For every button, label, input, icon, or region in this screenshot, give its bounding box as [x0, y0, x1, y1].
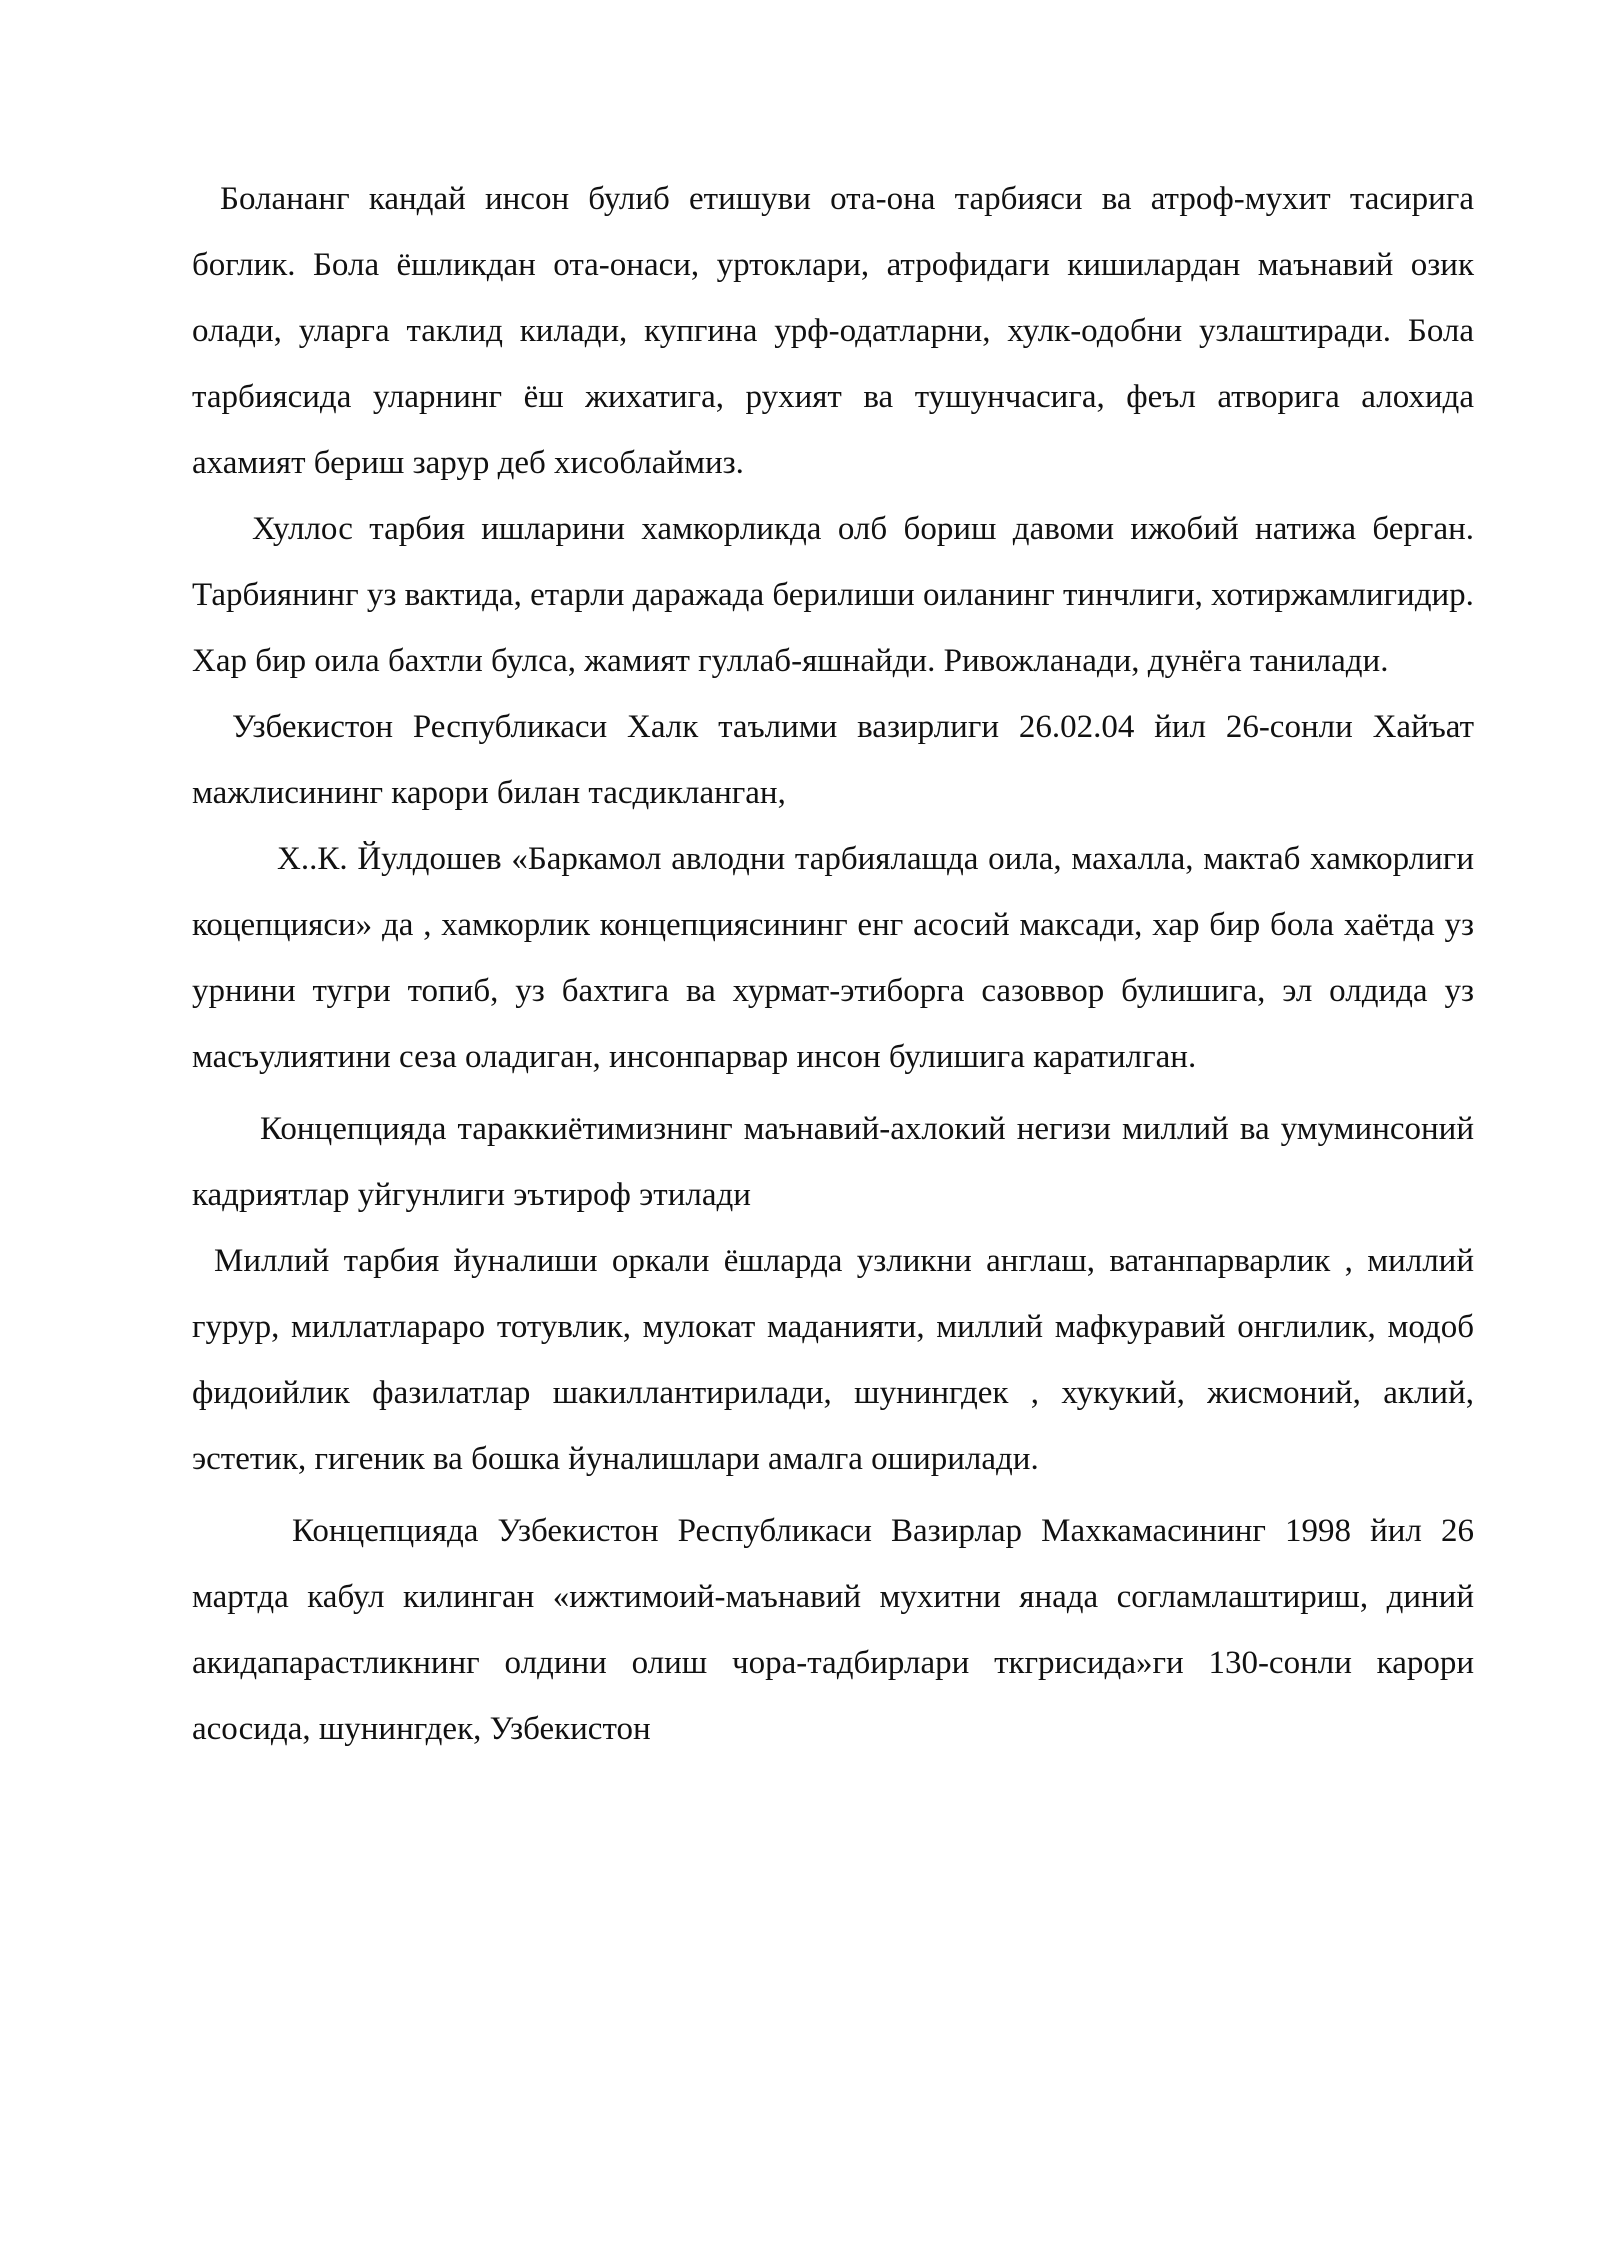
paragraph-1: Болананг кандай инсон булиб етишуви ота-она тарбияси ва атроф-мухит тасирига боглик. Бола ёшликдан ота-онаси, уртоклари, атрофидаги кишилардан маънавий озик олади, уларга таклид килади, купгина урф-одатларни, хулк-одобни узлаштиради. Бола тарбиясида уларнинг ёш жихатига, рухият ва тушунчасига, феъл атворига алохида ахамият бериш зарур деб хисоблаймиз. [192, 181, 1474, 481]
paragraph-2: Хуллос тарбия ишларини хамкорликда олб бориш давоми ижобий натижа берган. Тарбиянинг уз вактида, етарли даражада берилиши оиланинг тинчлиги, хотиржамлигидир. [192, 511, 1474, 613]
paragraph-8: Концепцияда Узбекистон Республикаси Вазирлар Махкамасининг 1998 йил 26 мартда кабул килинган «ижтимоий-маънавий мухитни янада согламлаштириш, диний акидапарастликнинг олдини олиш чора-тадбирлари ткгрисида»ги 130-сонли карори асосида, шунингдек, Узбекистон [192, 1513, 1474, 1747]
paragraph-6: Концепцияда тараккиётимизнинг маънавий-ахлокий негизи миллий ва умуминсоний кадриятлар уйгунлиги эътироф этилади [192, 1111, 1474, 1213]
paragraph-4: Узбекистон Республикаси Халк таълими вазирлиги 26.02.04 йил 26-сонли Хайъат мажлисининг карори билан тасдикланган, [192, 709, 1474, 811]
paragraph-3: Хар бир оила бахтли булса, жамият гуллаб-яшнайди. Ривожланади, дунёга танилади. [192, 643, 1389, 679]
paragraph-5: Х..К. Йулдошев «Баркамол авлодни тарбиялашда оила, махалла, мактаб хамкорлиги коцепцияси» да , хамкорлик концепциясининг енг асосий максади, хар бир бола хаётда уз урнини тугри топиб, уз бахтига ва хурмат-этиборга сазоввор булишига, эл олдида уз масъулиятини сеза оладиган, инсонпарвар инсон булишига каратилган. [192, 841, 1474, 1075]
document-body [192, 166, 1474, 1762]
paragraph-7: Миллий тарбия йуналиши оркали ёшларда узликни англаш, ватанпарварлик , миллий гурур, миллатлараро тотувлик, мулокат маданияти, миллий мафкуравий онглилик, модоб фидоийлик фазилатлар шакиллантирилади, шунингдек , хукукий, жисмоний, аклий, эстетик, гигеник ва бошка йуналишлари амалга оширилади. [192, 1243, 1474, 1477]
